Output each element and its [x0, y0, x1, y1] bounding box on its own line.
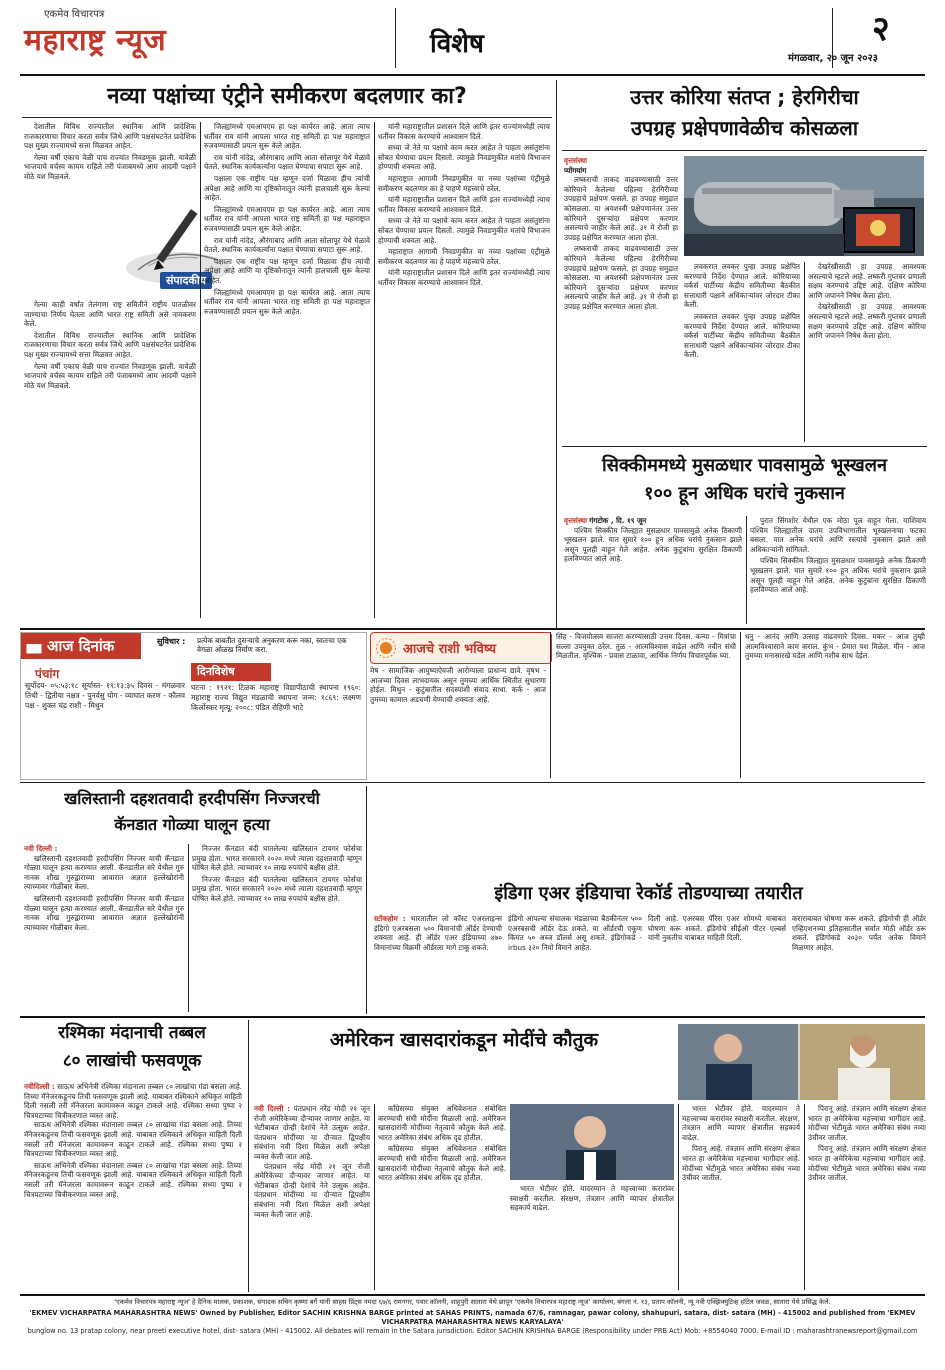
editorial-headline: नव्या पक्षांच्या एंट्रीने समीकरण बदलणार का? — [107, 84, 467, 109]
footer-line-1: 'एकमेव विचारपत्र महाराष्ट्र न्यूज' हे दैनिक मालक, प्रकाशक, संपादक सचिन कृष्णा बर्गे यांनी साहस प्रिंट्स नमदा ६७/६ रामनगर, पवार कॉलनी, शाहूपुरी सातारा येथे छापून 'एकमेव विचारपत्र महाराष्ट्र न्यूज' कार्यालय, बंगला नं. १३, प्रताप कॉलनी, न्यू नवी एक्झिक्युटिव्ह हॉटेल जवळ, सातारा येथे प्रसिद्ध केले. — [114, 1298, 831, 1306]
modi-col-5: पिरानू आहे. तंत्रज्ञान आणि संरक्षण क्षेत्रात भारत हा अमेरिकेचा महत्त्वाचा भागीदार आहे. मोदींच्या भेटीमुळे भारत अमेरिका संबंध नव्या उंचीवर जातील. पिरानू आहे. तंत्रज्ञान आणि संरक्षण क्षेत्रात भारत हा अमेरिकेचा महत्त्वाचा भागीदार आहे. मोदींच्या भेटीमुळे भारत अमेरिका संबंध नव्या उंचीवर जातील. — [808, 1104, 926, 1183]
nijjar-headline-2: कॅनडात गोळ्या घालून हत्या — [114, 815, 270, 834]
editorial-col-2: जिल्ह्यांमध्ये एमआयएम हा पक्ष कार्यरत आहे. आता त्याच धर्तीवर राव यांनी आपला भारत राष्ट्र समिती हा पक्ष महाराष्ट्रात रुजवण्यासाठी प्रयत्न सुरू केले आहेत. राव यांनी नांदेड, औरंगाबाद आणि आता सोलापूर येथे मेळावे घेतले. स्थानिक कार्यकर्त्यांना पक्षात घेण्याचा सपाटा सुरू आहे. पक्षाला एक राष्ट्रीय पक्ष म्हणून दर्जा मिळावा हीच त्यांची अपेक्षा आहे आणि या दृष्टिकोनातून त्यांनी हालचाली सुरू केल्या आहेत. जिल्ह्यांमध्ये एमआयएम हा पक्ष कार्यरत आहे. आता त्याच धर्तीवर राव यांनी आपला भारत राष्ट्र समिती हा पक्ष महाराष्ट्रात रुजवण्यासाठी प्रयत्न सुरू केले आहेत. राव यांनी नांदेड, औरंगाबाद आणि आता सोलापूर येथे मेळावे घेतले. स्थानिक कार्यकर्त्यांना पक्षात घेण्याचा सपाटा सुरू आहे. पक्षाला एक राष्ट्रीय पक्ष म्हणून दर्जा मिळावा हीच त्यांची अपेक्षा आहे आणि या दृष्टिकोनातून त्यांनी हालचाली सुरू केल्या आहेत. जिल्ह्यांमध्ये एमआयएम हा पक्ष कार्यरत आहे. आता त्याच धर्तीवर राव यांनी आपला भारत राष्ट्र समिती हा पक्ष महाराष्ट्रात रुजवण्यासाठी प्रयत्न सुरू केले आहेत. — [204, 122, 370, 316]
nk-col-3: देखरेखीसाठी हा उपग्रह आवश्यक असल्याचे म्हटले आहे. लष्करी गुप्तचर प्रणाली सक्षम करण्याचे उद्दिष्ट आहे. दक्षिण कोरिया आणि जपानने निषेध केला होता. देखरेखीसाठी हा उपग्रह आवश्यक असल्याचे म्हटले आहे. लष्करी गुप्तचर प्रणाली सक्षम करण्याचे उद्दिष्ट आहे. दक्षिण कोरिया आणि जपानने निषेध केला होता. — [808, 262, 926, 341]
editorial-badge: संपादकीय — [160, 272, 212, 289]
page-number: २ — [872, 9, 890, 49]
section-label: विशेष — [430, 29, 484, 59]
indigo-col-3: दिली आहे. एअरबस पॅरिस एअर शोमध्ये याबाबत घोषणा करू शकते. इंडिगोचे सीईओ पीटर एल्बर्स यांनी नुकतीच याबाबत माहिती दिली. — [648, 914, 786, 943]
nk-headline-2: उपग्रह प्रक्षेपणावेळीच कोसळला — [630, 116, 859, 140]
rashi-title: आजचे राशी भविष्य — [403, 642, 497, 657]
masthead-title: महाराष्ट्र न्यूज — [24, 23, 167, 58]
sun-icon — [375, 637, 397, 663]
indigo-col-4: कराराबाबत घोषणा करू शकते. इंडिगोची ही ऑर्डर एव्हिएशनच्या इतिहासातील सर्वात मोठी ऑर्डर ठरू शकते. इंडिगोकडे २०३० पर्यंत अनेक विमाने मिळणार आहेत. — [792, 914, 926, 952]
sikkim-headline-1: सिक्कीममध्ये मुसळधार पावसामुळे भूस्खलन — [602, 455, 887, 476]
modi-photo-2 — [510, 1104, 674, 1180]
indigo-col-1: स्टॉकहोम : भारतातील लो कॉस्ट एअरलाइन्स इंडिगो एअरबसला ५०० विमानांची ऑर्डर देण्याची शक्यता आहे. ही ऑर्डर एअर इंडियाच्या ४७० विमानांच्या विक्रमी ऑर्डरला मागे टाकू शकते. — [374, 914, 502, 952]
din-vishesh-title: दिनविशेष — [191, 663, 271, 681]
modi-photo — [678, 1024, 925, 1100]
editorial-col-1: देशातील विविध राज्यातील स्थानिक आणि प्रादेशिक राजकारणाचा विचार करता सर्वत्र जिथे आणि पक्षसंघटनेत प्रादेशिक पक्ष मुख्य राज्यामध्ये सत्ता मिळवत आहेत. गेल्या वर्षी एकाच वेळी पाच राज्यांत निवडणूक झाली. यावेळी भाजपाचे वर्चस्व कायम राहिले तरी पंजाबमध्ये आम आदमी पक्षाने मोठे यश मिळवले. — [24, 122, 196, 181]
sikkim-headline-2: १०० हून अधिक घरांचे नुकसान — [644, 483, 845, 504]
modi-col-2: काँग्रेसच्या संयुक्त अधिवेशनात संबोधित करण्याची संधी मोदींना मिळाली आहे. अमेरिकन खासदारांनी मोदींच्या नेतृत्वाचे कौतुक केले आहे. भारत अमेरिका संबंध अधिक दृढ होतील. काँग्रेसच्या संयुक्त अधिवेशनात संबोधित करण्याची संधी मोदींना मिळाली आहे. अमेरिकन खासदारांनी मोदींच्या नेतृत्वाचे कौतुक केले आहे. भारत अमेरिका संबंध अधिक दृढ होतील. — [378, 1104, 506, 1183]
modi-col-4: भारत भेटीवर होते. यादरम्यान ते महत्त्वाच्या करारांवर स्वाक्षरी करतील. संरक्षण, तंत्रज्ञान आणि व्यापार क्षेत्रातील सहकार्य वाढेल. पिरानू आहे. तंत्रज्ञान आणि संरक्षण क्षेत्रात भारत हा अमेरिकेचा महत्त्वाचा भागीदार आहे. मोदींच्या भेटीमुळे भारत अमेरिका संबंध नव्या उंचीवर जातील. — [682, 1104, 800, 1183]
footer-line-3: bunglow no. 13 pratap colony, near preeti executive hotel, dist- satara (MH) - 415002. All debates will remain in the Satara jurisdiction. Editor SACHIN KRISHNA BARGE (Responsibility under PRB Act) Mob: +8554040 7000. E-mail ID : maharashtranewsreport@gmail.com — [27, 1327, 918, 1335]
nk-headline-1: उत्तर कोरिया संतप्त ; हेरगिरीचा — [630, 85, 859, 109]
suvichar-text: प्रत्येक बाबतीत दुसऱ्याचे अनुकरण करू नका, स्वतःचा एक वेगळा ओळख निर्माण करा. — [197, 636, 347, 655]
sikkim-col-1: वृत्तसंस्था गंगटोक , दि. १९ जून पश्चिम सिक्कीम जिल्ह्यात मुसळधार पावसामुळे अनेक ठिकाणी भूस्खलन झाले. यात सुमारे १०० हून अधिक घरांचे नुकसान झाले असून पूलही वाहून गेले आहेत. अनेक कुटुंबांना सुरक्षित ठिकाणी हलविण्यात आले आहे. — [564, 516, 742, 564]
panchang-text: सूर्योदय- ०५:५३:१८ सूर्यास्त- १९:१३:३५ दिवस - मंगळवार तिथी - द्वितीया नक्षत्र - पुनर्वसु योग - व्याघात करण - कौलव पक्ष - शुक्ल चंद्र राशी - मिथुन — [25, 681, 185, 710]
sikkim-col-2: पुरात सिंगशोर येथील एक मोठा पूल वाहून गेला. याशिवाय पश्चिम जिल्ह्यातील दातम उपविभागातील भूस्खलनाचा फटका बसला. यात अनेक घरांचे आणि रस्त्यांचे नुकसान झाले असे अधिकाऱ्यांनी सांगितले. पश्चिम सिक्कीम जिल्ह्यात मुसळधार पावसामुळे अनेक ठिकाणी भूस्खलन झाले. यात सुमारे १०० हून अधिक घरांचे नुकसान झाले असून पूलही वाहून गेले आहेत. अनेक कुटुंबांना सुरक्षित ठिकाणी हलविण्यात आले आहे. — [750, 516, 926, 595]
calendar-icon — [25, 637, 43, 655]
rashmika-headline-2: ८० लाखांची फसवणूक — [62, 1051, 202, 1071]
nijjar-col-1: नवी दिल्ली : खलिस्तानी दहशतवादी हरदीपसिंग निज्जर याची कॅनडात गोळ्या घालून हत्या करण्यात आली. कॅनडातील सरे येथील गुरु नानक शीख गुरुद्वाराच्या आवारात अज्ञात हल्लेखोरांनी त्याच्यावर गोळीबार केला. खलिस्तानी दहशतवादी हरदीपसिंग निज्जर याची कॅनडात गोळ्या घालून हत्या करण्यात आली. कॅनडातील सरे येथील गुरु नानक शीख गुरुद्वाराच्या आवारात अज्ञात हल्लेखोरांनी त्याच्यावर गोळीबार केला. — [24, 844, 184, 932]
rashmika-text: नवीदिल्ली : साऊथ अभिनेत्री रश्मिका मंदानाला तब्बल ८० लाखांचा गंडा बसला आहे. तिच्या मॅनेजरकडूनच तिची फसवणूक झाली आहे. याबाबत रश्मिकाने अधिकृत माहिती दिली नसली तरी मॅनेजरला कामावरून काढून टाकले आहे. रश्मिका सध्या पुष्पा २ चित्रपटाच्या चित्रीकरणात व्यस्त आहे. साऊथ अभिनेत्री रश्मिका मंदानाला तब्बल ८० लाखांचा गंडा बसला आहे. तिच्या मॅनेजरकडूनच तिची फसवणूक झाली आहे. याबाबत रश्मिकाने अधिकृत माहिती दिली नसली तरी मॅनेजरला कामावरून काढून टाकले आहे. रश्मिका सध्या पुष्पा २ चित्रपटाच्या चित्रीकरणात व्यस्त आहे. साऊथ अभिनेत्री रश्मिका मंदानाला तब्बल ८० लाखांचा गंडा बसला आहे. तिच्या मॅनेजरकडूनच तिची फसवणूक झाली आहे. याबाबत रश्मिकाने अधिकृत माहिती दिली नसली तरी मॅनेजरला कामावरून काढून टाकले आहे. रश्मिका सध्या पुष्पा २ चित्रपटाच्या चित्रीकरणात व्यस्त आहे. — [24, 1082, 242, 1199]
indigo-col-2: इंडिगो आपल्या संचालक मंडळाच्या बैठकीनंतर ५०० एअरबसची ऑर्डर देऊ शकते. या ऑर्डरची एकूण किंमत ५० अब्ज डॉलर्स असू शकते. इंडिगोकडे -irbus ३२० नियो विमाने आहेत. — [508, 914, 642, 952]
rashi-title-box — [370, 632, 552, 664]
din-vishesh-text: घटना : १९२१: टिळक महाराष्ट्र विद्यापीठाची स्थापना १९६०: महाराष्ट्र राज्य विद्युत मंडळाची स्थापना जन्म: १८६९: लक्ष्मण किर्लोस्कर मृत्यू: २००८: पंडित रोहिणी भाटे — [191, 683, 361, 712]
editorial-col-3: यांनी महाराष्ट्रातील प्रशासन दिले आणि इतर राज्यांमध्येही त्याच धर्तीवर विकास करण्याचे आश्वासन दिले. सध्या जे नेते या पक्षाचे काम करत आहेत ते पाहता असंतुष्टांना सोबत घेण्याचा प्रयत्न दिसतो. त्यामुळे निवडणुकीत मतांचे विभाजन होण्याची शक्यता आहे. महाराष्ट्रात आगामी निवडणुकीत या नव्या पक्षांच्या एंट्रीमुळे समीकरण बदलणार का हे पाहणे महत्त्वाचे ठरेल. यांनी महाराष्ट्रातील प्रशासन दिले आणि इतर राज्यांमध्येही त्याच धर्तीवर विकास करण्याचे आश्वासन दिले. सध्या जे नेते या पक्षाचे काम करत आहेत ते पाहता असंतुष्टांना सोबत घेण्याचा प्रयत्न दिसतो. त्यामुळे निवडणुकीत मतांचे विभाजन होण्याची शक्यता आहे. महाराष्ट्रात आगामी निवडणुकीत या नव्या पक्षांच्या एंट्रीमुळे समीकरण बदलणार का हे पाहणे महत्त्वाचे ठरेल. यांनी महाराष्ट्रातील प्रशासन दिले आणि इतर राज्यांमध्येही त्याच धर्तीवर विकास करण्याचे आश्वासन दिले. — [378, 122, 550, 287]
footer-line-2: 'EKMEV VICHARPATRA MAHARASHTRA NEWS' Owned by Publisher, Editor SACHIN KRISHNA BARGE printed at SAHAS PRINTS, namada 67/6, ramnagar, pawar colony, shahupuri, satara, dist- satara (MH) - 415002 and published from 'EKMEV VICHARPATRA MAHARASHTRA NEWS KARYALAYA' — [29, 1309, 916, 1326]
rashmika-headline-1: रश्मिका मंदानाची तब्बल — [58, 1023, 206, 1043]
nijjar-col-2: निज्जर कॅनडात बंदी घातलेल्या खलिस्तान टायगर फोर्सचा प्रमुख होता. भारत सरकारने २०२० मध्ये त्याला दहशतवादी म्हणून घोषित केले होते. त्याच्यावर १० लाख रुपयांचे बक्षीस होते. निज्जर कॅनडात बंदी घातलेल्या खलिस्तान टायगर फोर्सचा प्रमुख होता. भारत सरकारने २०२० मध्ये त्याला दहशतवादी म्हणून घोषित केले होते. त्याच्यावर १० लाख रुपयांचे बक्षीस होते. — [192, 844, 362, 903]
masthead-tagline: एकमेव विचारपत्र — [44, 9, 105, 20]
modi-col-1: नवी दिल्ली : पंतप्रधान नरेंद्र मोदी २१ जून रोजी अमेरिकेच्या दौऱ्यावर जाणार आहेत. या भेटीबाबत दोन्ही देशांचे नेते उत्सुक आहेत. पंतप्रधान मोदींच्या या दौऱ्यात द्विपक्षीय संबंधांना नवी दिशा मिळेल अशी अपेक्षा व्यक्त केली जात आहे. पंतप्रधान नरेंद्र मोदी २१ जून रोजी अमेरिकेच्या दौऱ्यावर जाणार आहेत. या भेटीबाबत दोन्ही देशांचे नेते उत्सुक आहेत. पंतप्रधान मोदींच्या या दौऱ्यात द्विपक्षीय संबंधांना नवी दिशा मिळेल अशी अपेक्षा व्यक्त केली जात आहे. — [254, 1104, 370, 1219]
nk-col-2: लवकरात लवकर पुन्हा उपग्रह प्रक्षेपित करण्याचे निर्देश देण्यात आले. कोरियाच्या वर्कर्स पार्टीच्या केंद्रीय समितीच्या बैठकीत सत्ताधारी पक्षाने अधिकाऱ्यांवर जोरदार टीका केली. लवकरात लवकर पुन्हा उपग्रह प्रक्षेपित करण्याचे निर्देश देण्यात आले. कोरियाच्या वर्कर्स पार्टीच्या केंद्रीय समितीच्या बैठकीत सत्ताधारी पक्षाने अधिकाऱ्यांवर जोरदार टीका केली. — [684, 262, 800, 360]
dinank-box — [20, 632, 367, 780]
rashi-col-2: सिंह - विजयोत्सव साजरा करण्यासाठी उत्तम दिवस. कन्या - मित्रांचा सल्ला उपयुक्त ठरेल. तुळ - आत्मविश्वास वाढेल आणि नवीन संधी मिळतील. वृश्चिक - प्रवास टाळावा, आर्थिक निर्णय विचारपूर्वक घ्या. — [556, 632, 736, 661]
suvichar-label: सुविचार : — [157, 637, 186, 646]
rashi-box — [370, 632, 925, 778]
nk-col-1: वृत्तसंस्था प्योंगयांग लष्कराची ताकद वाढवण्यासाठी उत्तर कोरियाने केलेल्या पहिल्या हेरगिरीच्या उपग्रहाचे प्रक्षेपण फसले. हा उपग्रह समुद्रात कोसळला. या अयशस्वी प्रक्षेपणानंतर उत्तर कोरियाने दुसऱ्यांदा प्रक्षेपण करणार असल्याचे जाहीर केले आहे. ३१ मे रोजी हा उपग्रह प्रक्षेपित करण्यात आला होता. लष्कराची ताकद वाढवण्यासाठी उत्तर कोरियाने केलेल्या पहिल्या हेरगिरीच्या उपग्रहाचे प्रक्षेपण फसले. हा उपग्रह समुद्रात कोसळला. या अयशस्वी प्रक्षेपणानंतर उत्तर कोरियाने दुसऱ्यांदा प्रक्षेपण करणार असल्याचे जाहीर केले आहे. ३१ मे रोजी हा उपग्रह प्रक्षेपित करण्यात आला होता. — [564, 156, 678, 311]
rashi-col-3: धनु - आनंद आणि उत्साह वाढवणारे दिवस. मकर - आज तुम्ही आत्मविश्वासाने काम कराल. कुंभ - प्रेमात यश मिळेल. मीन - आज तुमच्या मनासारखे घडेल आणि नशीब साथ देईल. — [745, 632, 925, 661]
indigo-headline: इंडिगा एअर इंडियाचा रेकॉर्ड तोडण्याच्या तयारीत — [494, 883, 803, 904]
modi-headline: अमेरिकन खासदारांकडून मोदींचे कौतुक — [329, 1029, 599, 1051]
panchang-title: पंचांग — [35, 667, 60, 681]
footer — [20, 1298, 925, 1356]
date-line: मंगळवार, २० जून २०२३ — [788, 53, 878, 64]
modi-col-3: भारत भेटीवर होते. यादरम्यान ते महत्त्वाच्या करारांवर स्वाक्षरी करतील. संरक्षण, तंत्रज्ञान आणि व्यापार क्षेत्रातील सहकार्य वाढेल. — [510, 1184, 674, 1213]
dinank-title: आज दिनांक — [21, 633, 141, 659]
nijjar-headline-1: खलिस्तानी दहशतवादी हरदीपसिंग निज्जरची — [64, 789, 320, 808]
rashi-col-1: मेष - सामाजिक आयुष्याऐवजी आरोग्याला प्राधान्य द्यावे. वृषभ - आजच्या दिवस लाभदायक असून तुमच्या आर्थिक स्थितीत सुधारणा होईल. मिथुन - कुटुंबातील सदस्यांशी संवाद साधा. कर्क - आज तुमच्या कामात अडचणी येण्याची शक्यता आहे. — [370, 666, 546, 704]
masthead — [0, 0, 945, 76]
nk-photo — [684, 156, 924, 256]
editorial-col-1b: गेल्या काही वर्षांत तेलंगणा राष्ट्र समितीने राष्ट्रीय पातळीवर जाण्याचा निर्णय घेतला आणि भारत राष्ट्र समिती असे नामकरण केले. देशातील विविध राज्यातील स्थानिक आणि प्रादेशिक राजकारणाचा विचार करता सर्वत्र जिथे आणि पक्षसंघटनेत प्रादेशिक पक्ष मुख्य राज्यामध्ये सत्ता मिळवत आहेत. गेल्या वर्षी एकाच वेळी पाच राज्यांत निवडणूक झाली. यावेळी भाजपाचे वर्चस्व कायम राहिले तरी पंजाबमध्ये आम आदमी पक्षाने मोठे यश मिळवले. — [24, 300, 196, 390]
